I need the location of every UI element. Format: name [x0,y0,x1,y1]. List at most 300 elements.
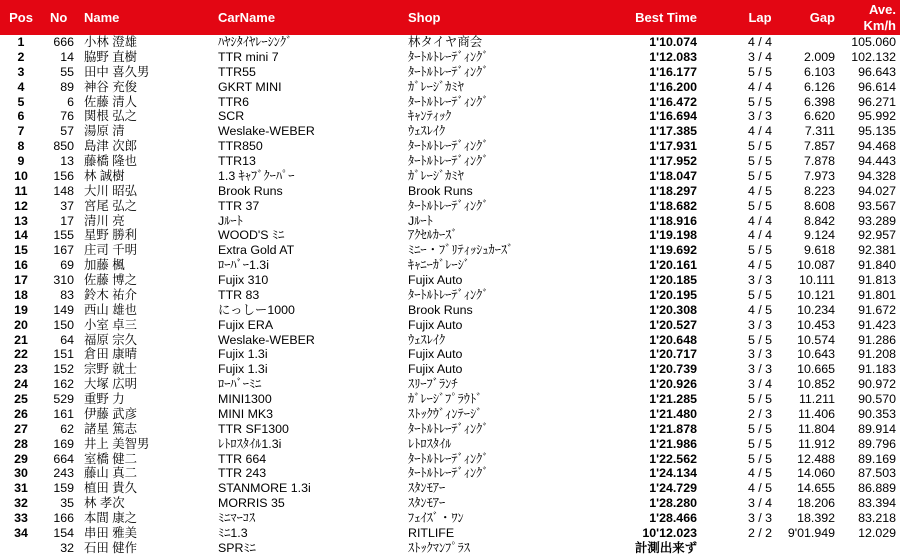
cell-name: 串田 雅美 [84,525,138,540]
cell-gap: 11.804 [798,421,835,436]
table-row [0,169,900,184]
cell-shop: ｽﾄｯｸｳﾞｨﾝﾃｰｼﾞ [408,406,483,421]
cell-no: 664 [53,451,74,466]
cell-gap: 11.406 [798,406,835,421]
cell-best-time: 1'16.200 [649,79,697,94]
cell-no: 64 [60,332,74,347]
cell-pos: 33 [14,511,28,525]
cell-ave-speed: 89.169 [858,451,896,466]
table-row [0,228,900,243]
cell-car-name: TTR 243 [218,466,267,481]
cell-pos: 2 [17,49,25,64]
cell-shop: 林タイヤ商会 [408,35,483,49]
cell-name: 諸星 篤志 [84,421,138,436]
cell-best-time: 1'18.916 [649,213,697,228]
table-row [0,35,900,50]
table-row [0,214,900,229]
cell-pos: 32 [14,496,28,511]
cell-shop: Fujix Auto [408,347,463,362]
cell-best-time: 1'21.878 [649,421,697,436]
table-row [0,65,900,80]
cell-no: 529 [53,392,74,406]
cell-name: 林 誠樹 [84,168,125,183]
cell-pos: 11 [14,183,28,198]
cell-pos: 28 [14,436,28,451]
cell-pos: 1 [17,35,25,49]
cell-car-name: SCR [218,109,245,124]
cell-pos: 8 [17,139,25,154]
cell-gap: 10.852 [797,377,835,392]
cell-no: 6 [67,94,74,109]
table-row [0,347,900,362]
cell-ave-speed: 91.286 [858,332,896,347]
cell-pos: 6 [17,109,25,124]
cell-shop: Fujix Auto [408,273,463,287]
cell-name: 本間 康之 [84,511,138,525]
cell-best-time: 1'19.198 [649,228,697,243]
cell-ave-speed: 91.801 [858,287,896,302]
cell-gap: 9.124 [803,228,835,243]
cell-pos: 23 [14,362,28,377]
cell-lap: 3 / 3 [747,347,773,362]
cell-lap: 5 / 5 [747,436,773,451]
cell-pos: 25 [14,392,28,406]
cell-ave-speed: 102.132 [851,49,896,64]
cell-ave-speed: 91.840 [858,258,896,273]
cell-gap: 10.574 [797,332,835,347]
cell-ave-speed: 91.672 [858,302,896,317]
table-row [0,303,900,318]
cell-shop: ﾀｰﾄﾙﾄﾚｰﾃﾞｨﾝｸﾞ [408,94,489,109]
cell-name: 井上 美智男 [84,436,150,451]
table-row [0,422,900,437]
cell-shop: ｳｪｽﾚｲｸ [408,332,446,347]
cell-ave-speed: 96.271 [858,94,896,109]
cell-pos: 34 [14,525,28,540]
cell-lap: 4 / 5 [747,183,773,198]
cell-shop: Fujix Auto [408,362,463,377]
table-row [0,139,900,154]
cell-car-name: TTR850 [218,139,263,154]
table-header [0,0,900,35]
cell-no: 150 [53,317,74,332]
cell-ave-speed: 94.027 [858,183,896,198]
cell-no: 57 [60,124,74,139]
cell-ave-speed: 83.218 [858,511,896,525]
cell-car-name: Extra Gold AT [218,243,295,258]
cell-lap: 4 / 4 [747,79,773,94]
cell-best-time: 1'20.717 [649,347,697,362]
cell-pos: 16 [14,258,28,273]
cell-car-name: Fujix ERA [218,317,274,332]
cell-pos: 12 [14,198,28,213]
cell-no: 17 [60,213,74,228]
table-row [0,95,900,110]
cell-name: 宮尾 弘之 [84,198,138,213]
cell-name: 庄司 千明 [84,243,138,258]
cell-shop: Fujix Auto [408,317,463,332]
cell-lap: 3 / 4 [747,49,773,64]
cell-pos: 18 [14,287,28,302]
cell-no: 76 [60,109,74,124]
cell-no: 151 [53,347,74,362]
cell-pos: 24 [14,377,28,392]
cell-name: 大塚 広明 [84,377,138,392]
cell-best-time: 1'20.195 [649,287,697,302]
cell-best-time: 1'20.161 [649,258,697,273]
cell-pos: 22 [14,347,28,362]
header-name: Name [84,10,120,25]
cell-lap: 2 / 2 [747,525,773,540]
cell-name: 神谷 充俊 [84,79,138,94]
cell-best-time: 1'17.931 [649,139,697,154]
cell-name: 藤橋 隆也 [84,154,138,168]
cell-best-time: 1'24.134 [649,466,697,481]
table-row [0,243,900,258]
table-row [0,392,900,407]
cell-lap: 4 / 4 [747,124,773,139]
cell-gap: 18.392 [797,511,835,525]
cell-gap: 7.878 [803,154,835,168]
cell-lap: 5 / 5 [747,154,773,168]
table-row [0,288,900,303]
cell-shop: Brook Runs [408,183,473,198]
cell-lap: 5 / 5 [747,287,773,302]
table-row [0,496,900,511]
cell-no: 13 [60,154,74,168]
cell-name: 室橋 健二 [84,451,138,466]
cell-lap: 4 / 5 [747,258,773,273]
cell-pos: 5 [17,94,25,109]
cell-gap: 6.126 [803,79,835,94]
cell-gap: 18.206 [797,496,835,511]
table-row [0,184,900,199]
cell-best-time: 1'24.729 [649,481,697,496]
cell-shop: ｽﾀﾝﾓｱｰ [408,496,446,511]
cell-best-time: 1'16.177 [649,64,697,79]
cell-shop: ｽﾀﾝﾓｱｰ [408,481,446,496]
cell-shop: ﾌｪｲｽﾞ・ﾜﾝ [408,511,464,525]
cell-best-time: 1'12.083 [649,49,697,64]
cell-shop: ｶﾞﾚｰｼﾞｶﾐﾔ [408,79,464,94]
cell-no: 62 [60,421,74,436]
cell-no: 35 [60,496,74,511]
cell-car-name: MORRIS 35 [218,496,285,511]
cell-no: 166 [53,511,74,525]
cell-name: 宗野 就士 [84,362,138,377]
cell-lap: 3 / 3 [747,273,773,287]
cell-ave-speed: 95.135 [858,124,896,139]
cell-car-name: Brook Runs [218,183,283,198]
cell-shop: ﾐﾆｰ・ﾌﾞﾘﾃｨｯｼｭｶｰｽﾞ [408,243,514,258]
cell-car-name: TTR 37 [218,198,260,213]
cell-gap: 9'01.949 [787,525,835,540]
cell-car-name: ﾊﾔｼﾀｲﾔﾚｰｼﾝｸﾞ [218,35,293,49]
cell-car-name: TTR 83 [218,287,260,302]
cell-ave-speed: 86.889 [858,481,896,496]
cell-name: 石田 健作 [84,540,138,555]
cell-best-time: 1'20.739 [649,362,697,377]
cell-name: 加藤 楓 [84,258,125,273]
cell-ave-speed: 90.570 [858,392,896,406]
header-ave-unit: Km/h [863,17,896,33]
cell-gap: 12.488 [797,451,835,466]
cell-ave-speed: 94.443 [858,154,896,168]
cell-best-time: 1'18.297 [649,183,697,198]
cell-lap: 5 / 5 [747,243,773,258]
table-row [0,452,900,467]
cell-best-time: 1'20.308 [649,302,697,317]
cell-gap: 6.398 [803,94,835,109]
cell-car-name: ﾐﾆﾏｰｺｽ [218,511,256,525]
cell-ave-speed [838,541,896,556]
cell-no: 148 [53,183,74,198]
cell-lap: 3 / 4 [747,496,773,511]
cell-best-time: 1'17.952 [649,154,697,168]
cell-ave-speed: 95.992 [858,109,896,124]
cell-gap: 6.103 [803,64,835,79]
cell-best-time: 10'12.023 [642,525,697,540]
cell-no: 69 [60,258,74,273]
cell-gap: 10.121 [797,287,835,302]
cell-name: 倉田 康晴 [84,347,138,362]
cell-no: 154 [53,525,74,540]
cell-name: 脇野 直樹 [84,49,138,64]
cell-name: 西山 雄也 [84,302,138,317]
cell-shop: ｱｸｾﾙｶｰｽﾞ [408,228,458,243]
cell-gap: 8.223 [803,183,835,198]
cell-gap [780,35,835,50]
cell-best-time: 1'21.480 [649,406,697,421]
cell-car-name: TTR mini 7 [218,49,279,64]
header-ave-speed [838,0,896,35]
cell-car-name: ﾐﾆ1.3 [218,525,248,540]
cell-car-name: ﾚﾄﾛｽﾀｲﾙ1.3i [218,436,282,451]
table-row [0,50,900,65]
cell-car-name: TTR 664 [218,451,267,466]
table-row [0,481,900,496]
cell-no: 159 [53,481,74,496]
cell-lap: 3 / 3 [747,511,773,525]
cell-ave-speed: 94.468 [858,139,896,154]
cell-lap [735,541,785,556]
cell-gap: 10.111 [798,273,835,287]
cell-lap: 2 / 3 [747,406,773,421]
cell-shop: ﾚﾄﾛｽﾀｲﾙ [408,436,452,451]
cell-ave-speed: 91.183 [858,362,896,377]
cell-shop: ﾀｰﾄﾙﾄﾚｰﾃﾞｨﾝｸﾞ [408,287,489,302]
cell-lap: 5 / 5 [747,451,773,466]
cell-pos: 9 [17,154,25,168]
cell-shop: ﾀｰﾄﾙﾄﾚｰﾃﾞｨﾝｸﾞ [408,64,489,79]
cell-lap: 5 / 5 [747,421,773,436]
header-shop: Shop [408,10,441,25]
cell-pos: 10 [14,168,28,183]
cell-pos: 30 [14,466,28,481]
cell-name: 大川 昭弘 [84,183,138,198]
cell-best-time: 1'22.562 [649,451,697,466]
cell-no: 161 [53,406,74,421]
cell-lap: 5 / 5 [747,94,773,109]
cell-pos: 27 [14,421,28,436]
cell-gap: 7.973 [803,168,835,183]
cell-ave-speed: 83.394 [858,496,896,511]
cell-car-name: Weslake-WEBER [218,124,315,139]
table-row [0,333,900,348]
cell-lap: 5 / 5 [747,168,773,183]
cell-car-name: ﾛｰﾊﾞｰﾐﾆ [218,377,262,392]
cell-name: 植田 貴久 [84,481,138,496]
cell-gap: 2.009 [803,49,835,64]
header-car-name: CarName [218,10,276,25]
cell-best-time: 1'28.466 [649,511,697,525]
cell-name: 佐藤 博之 [84,273,138,287]
table-row [0,199,900,214]
cell-car-name: TTR55 [218,64,256,79]
cell-pos [0,541,42,556]
cell-pos: 14 [14,228,28,243]
cell-best-time: 1'21.285 [649,392,697,406]
header-no: No [50,10,68,25]
cell-ave-speed: 105.060 [851,35,896,49]
table-row [0,377,900,392]
cell-car-name: 1.3 ｷｬﾌﾞｸｰﾊﾟｰ [218,168,295,183]
cell-lap: 5 / 5 [747,139,773,154]
cell-best-time: 1'20.926 [649,377,697,392]
table-row [0,466,900,481]
cell-shop: ｽﾄｯｸﾏﾝﾌﾟﾗｽ [408,540,470,555]
table-row [0,407,900,422]
cell-ave-speed: 93.567 [858,198,896,213]
header-best-time: Best Time [635,10,697,25]
cell-shop: RITLIFE [408,525,455,540]
cell-no: 152 [53,362,74,377]
cell-best-time: 1'20.648 [649,332,697,347]
cell-name: 小室 卓三 [84,317,138,332]
cell-shop: ﾀｰﾄﾙﾄﾚｰﾃﾞｨﾝｸﾞ [408,139,489,154]
cell-name: 佐藤 清人 [84,94,138,109]
cell-lap: 3 / 3 [747,362,773,377]
cell-name: 清川 亮 [84,213,125,228]
header-lap: Lap [748,10,772,25]
header-ave-label: Ave. [869,1,896,17]
cell-car-name: MINI MK3 [218,406,274,421]
cell-lap: 4 / 4 [747,228,773,243]
cell-name: 星野 勝利 [84,228,138,243]
cell-ave-speed: 93.289 [858,213,896,228]
cell-ave-speed: 96.614 [858,79,896,94]
cell-ave-speed: 89.796 [858,436,896,451]
table-row [0,541,900,556]
header-gap: Gap [809,10,835,25]
cell-lap: 5 / 5 [747,198,773,213]
table-row [0,318,900,333]
cell-car-name: TTR SF1300 [218,421,289,436]
cell-best-time: 1'21.986 [649,436,697,451]
cell-lap: 4 / 4 [747,35,773,49]
cell-no: 156 [53,168,74,183]
cell-ave-speed: 87.503 [858,466,896,481]
cell-shop: ﾀｰﾄﾙﾄﾚｰﾃﾞｨﾝｸﾞ [408,421,489,436]
cell-shop: ｶﾞﾚｰｼﾞｶﾐﾔ [408,168,464,183]
cell-no: 850 [53,139,74,154]
cell-best-time: 1'28.280 [649,496,697,511]
cell-shop: ｷｬﾝﾃｨｯｸ [408,109,452,124]
cell-shop: Jﾙｰﾄ [408,213,433,228]
cell-pos: 15 [14,243,28,258]
cell-best-time: 1'18.682 [649,198,697,213]
cell-no: 310 [53,273,74,287]
cell-lap: 5 / 5 [747,332,773,347]
cell-no: 37 [60,198,74,213]
cell-gap: 10.234 [797,302,835,317]
table-row [0,526,900,541]
cell-car-name: TTR6 [218,94,249,109]
cell-lap: 4 / 5 [747,466,773,481]
cell-name: 鈴木 祐介 [84,287,138,302]
cell-gap: 11.912 [798,436,835,451]
cell-name: 藤山 真二 [84,466,138,481]
cell-lap: 4 / 5 [747,481,773,496]
cell-car-name: Jﾙｰﾄ [218,213,243,228]
table-row [0,80,900,95]
cell-ave-speed: 91.813 [858,273,896,287]
cell-pos: 29 [14,451,28,466]
cell-pos: 13 [14,213,28,228]
cell-ave-speed: 12.029 [858,525,896,540]
cell-car-name: GKRT MINI [218,79,282,94]
cell-pos: 26 [14,406,28,421]
cell-pos: 20 [14,317,28,332]
cell-best-time: 計測出来ず [635,540,697,555]
cell-name: 伊藤 武彦 [84,406,138,421]
cell-ave-speed: 91.423 [858,317,896,332]
cell-gap: 10.665 [797,362,835,377]
table-row [0,437,900,452]
cell-gap [780,541,835,556]
cell-gap: 7.311 [804,124,835,139]
cell-ave-speed: 92.381 [858,243,896,258]
cell-best-time: 1'18.047 [649,168,697,183]
cell-lap: 5 / 5 [747,392,773,406]
cell-no: 14 [60,49,74,64]
cell-shop: ｽﾘｰﾌﾞﾗﾝﾁ [408,377,458,392]
cell-pos: 21 [14,332,28,347]
table-row [0,154,900,169]
cell-lap: 5 / 5 [747,64,773,79]
cell-no: 32 [60,540,74,555]
cell-shop: ﾀｰﾄﾙﾄﾚｰﾃﾞｨﾝｸﾞ [408,49,489,64]
cell-gap: 8.608 [803,198,835,213]
cell-no: 155 [53,228,74,243]
cell-no: 55 [60,64,74,79]
cell-car-name: Fujix 1.3i [218,347,268,362]
cell-name: 重野 力 [84,392,125,406]
cell-best-time: 1'16.472 [649,94,697,109]
cell-car-name: MINI1300 [218,392,272,406]
cell-ave-speed: 89.914 [858,421,896,436]
cell-best-time: 1'10.074 [649,35,697,49]
cell-car-name: にっしー1000 [218,302,295,317]
cell-car-name: Weslake-WEBER [218,332,315,347]
cell-gap: 6.620 [803,109,835,124]
cell-gap: 10.453 [797,317,835,332]
cell-car-name: WOOD'S ﾐﾆ [218,228,285,243]
cell-no: 89 [60,79,74,94]
table-row [0,109,900,124]
cell-gap: 14.655 [797,481,835,496]
cell-name: 林 孝次 [84,496,125,511]
